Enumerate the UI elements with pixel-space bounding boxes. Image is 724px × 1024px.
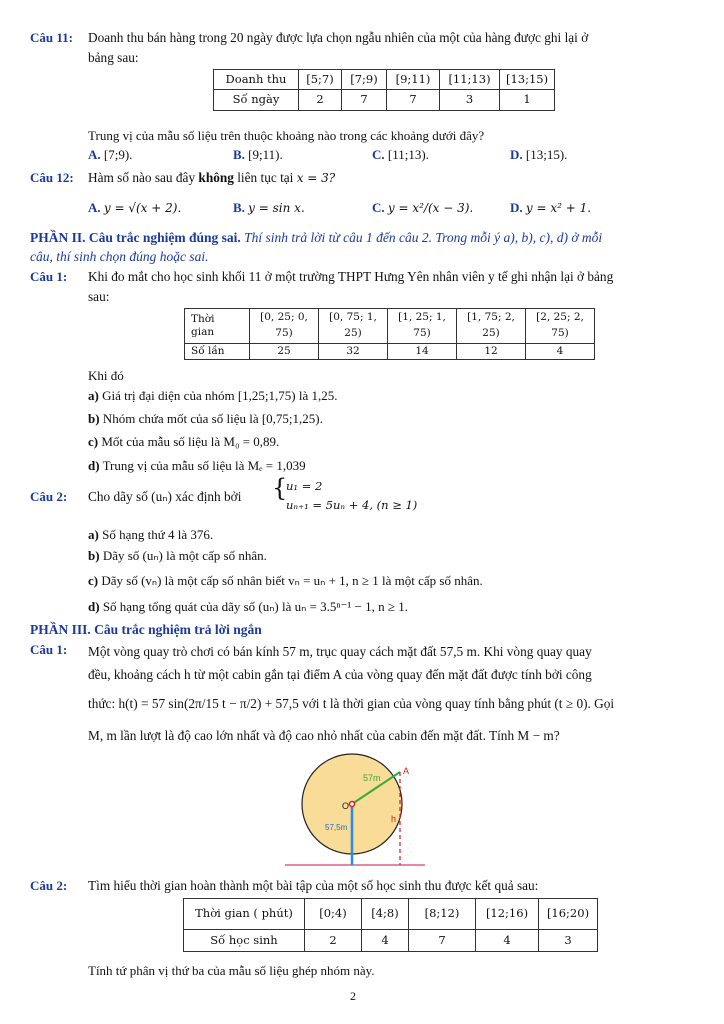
label-57-5m: 57,5m — [325, 823, 348, 832]
option-value: y = x² + 1. — [525, 201, 592, 215]
option-key: D. — [510, 200, 523, 215]
table-cell: [12;16) — [476, 899, 539, 930]
item-text: Giá trị đại diện của nhóm [1,25;1,75) là 1,25. — [102, 388, 338, 403]
option-key: B. — [233, 200, 245, 215]
p2q2-item-c[interactable] — [88, 571, 483, 591]
item-text: Dãy số (vₙ) là một cấp số nhân biết vₙ = uₙ + 1, n ≥ 1 là một cấp số nhân. — [101, 573, 483, 588]
p2q1-table — [184, 308, 595, 360]
table-cell: 14 — [388, 343, 457, 360]
p3q2-question: Tính tứ phân vị thứ ba của mẫu số liệu ghép nhóm này. — [88, 963, 375, 978]
table-cell: [8;12) — [409, 899, 476, 930]
question-text: Cho dãy số (uₙ) xác định bởi — [88, 489, 242, 504]
table-row — [184, 930, 598, 952]
p2q2-item-d[interactable] — [88, 597, 408, 617]
table-cell: [0, 25; 0, 75) — [250, 309, 319, 344]
option-value: [7;9). — [103, 147, 133, 162]
table-cell: 4 — [476, 930, 539, 952]
text-part: liên tục tại — [237, 170, 294, 185]
option-value: [9;11). — [248, 147, 283, 162]
p3q2-table — [183, 898, 598, 952]
part-2-desc-cont — [30, 247, 209, 267]
part-title: PHẦN II. Câu trắc nghiệm đúng sai. — [30, 230, 241, 245]
q12-option-b[interactable] — [233, 198, 305, 218]
q11-option-d[interactable] — [510, 145, 567, 165]
table-row — [185, 343, 595, 360]
table-cell: 2 — [305, 930, 362, 952]
q11-option-c[interactable] — [372, 145, 429, 165]
q11-option-b[interactable] — [233, 145, 283, 165]
table-row — [214, 90, 555, 110]
table-cell: [7;9) — [342, 70, 387, 90]
item-text: Số hạng thứ 4 là 376. — [102, 527, 214, 542]
table-cell: Số lần — [185, 343, 250, 360]
item-key: b) — [88, 548, 100, 563]
table-cell: Số ngày — [214, 90, 299, 110]
center-point — [350, 802, 355, 807]
option-value: y = x²/(x − 3). — [387, 201, 474, 215]
table-cell: [1, 75; 2, 25) — [457, 309, 526, 344]
page-number: 2 — [350, 989, 356, 1003]
item-key: a) — [88, 388, 99, 403]
option-key: A. — [88, 200, 101, 215]
part-desc: câu, thí sinh chọn đúng hoặc sai. — [30, 249, 209, 264]
question-text — [88, 168, 695, 188]
question-11 — [30, 28, 695, 68]
table-row — [214, 70, 555, 90]
system-brace: { — [272, 474, 288, 502]
option-value: y = sin x. — [248, 201, 305, 215]
table-cell: [2, 25; 2, 75) — [526, 309, 595, 344]
item-key: c) — [88, 434, 99, 449]
option-value: [11;13). — [387, 147, 429, 162]
option-value: [13;15). — [525, 147, 568, 162]
table-cell: 32 — [319, 343, 388, 360]
table-cell: [4;8) — [362, 899, 409, 930]
part-3-heading — [30, 620, 262, 640]
p3-question-1 — [30, 640, 695, 750]
p2q2-item-a[interactable] — [88, 525, 213, 545]
option-key: D. — [510, 147, 523, 162]
item-key: d) — [88, 599, 100, 614]
table-cell: [1, 25; 1, 75) — [388, 309, 457, 344]
item-text: Trung vị của mẫu số liệu là Mₑ = 1,039 — [102, 458, 306, 473]
table-cell: 7 — [387, 90, 440, 110]
part-desc: Thí sinh trả lời từ câu 1 đến câu 2. Trong mỗi ý a), b), c), d) ở mỗi — [244, 230, 603, 245]
question-12 — [30, 168, 695, 188]
system-eq-1: u₁ = 2 — [286, 479, 323, 493]
table-row — [185, 309, 595, 344]
question-label: Câu 2: — [30, 878, 68, 893]
label-a: A — [403, 766, 410, 776]
item-key: d) — [88, 458, 100, 473]
item-text: Mốt của mẫu số liệu là M₀ = 0,89. — [101, 434, 280, 449]
question-text-cont: sau: — [88, 288, 110, 304]
table-cell: [9;11) — [387, 70, 440, 90]
q11-question: Trung vị của mẫu số liệu trên thuộc khoảng nào trong các khoảng dưới đây? — [88, 128, 485, 143]
p2q1-item-d[interactable] — [88, 456, 306, 476]
header-line: gian — [191, 325, 215, 338]
table-cell: 12 — [457, 343, 526, 360]
table-cell: [5;7) — [299, 70, 342, 90]
text-part: Hàm số nào sau đây — [88, 170, 196, 185]
label-57m: 57m — [363, 773, 381, 783]
p3-question-2 — [30, 876, 695, 896]
question-label: Câu 1: — [30, 269, 68, 284]
table-cell: Thời gian ( phút) — [184, 899, 305, 930]
system-eq-2: uₙ₊₁ = 5uₙ + 4, (n ≥ 1) — [286, 498, 418, 512]
question-text-end: M, m lần lượt là độ cao lớn nhất và độ cao nhỏ nhất của cabin đến mặt đất. Tính M − m? — [88, 728, 560, 743]
table-cell: 3 — [539, 930, 598, 952]
table-cell: [16;20) — [539, 899, 598, 930]
p2q1-item-a[interactable] — [88, 386, 337, 406]
item-text: Dãy số (uₙ) là một cấp số nhân. — [102, 548, 267, 563]
label-o: O — [342, 801, 350, 811]
table-cell: 7 — [409, 930, 476, 952]
question-label: Câu 2: — [30, 489, 68, 504]
table-cell: [11;13) — [440, 70, 500, 90]
table-cell: Doanh thu — [214, 70, 299, 90]
p2q1-item-b[interactable] — [88, 409, 323, 429]
q12-option-d[interactable] — [510, 198, 591, 218]
q11-option-a[interactable] — [88, 145, 132, 165]
question-formula-line: thức: h(t) = 57 sin(2π/15 t − π/2) + 57,5 với t là thời gian của vòng quay tính bằng phút (t ≥ 0). Gọi — [88, 696, 615, 711]
ferris-wheel-figure — [285, 752, 425, 872]
option-key: C. — [372, 147, 385, 162]
option-key: C. — [372, 200, 385, 215]
table-cell: [0;4) — [305, 899, 362, 930]
text-bold: không — [198, 170, 234, 185]
table-cell: 3 — [440, 90, 500, 110]
part-2-heading — [30, 228, 695, 248]
item-text: Số hạng tổng quát của dãy số (uₙ) là uₙ = 3.5ⁿ⁻¹ − 1, n ≥ 1. — [102, 599, 408, 614]
question-text: Một vòng quay trò chơi có bán kính 57 m, trục quay cách mặt đất 57,5 m. Khi vòng quay quay — [88, 644, 592, 659]
item-key: a) — [88, 527, 99, 542]
option-value: y = √(x + 2). — [103, 201, 182, 215]
header-line: Thời — [191, 312, 215, 325]
table-cell: [0, 75; 1, 25) — [319, 309, 388, 344]
question-label: Câu 1: — [30, 642, 68, 657]
p2q2-item-b[interactable] — [88, 546, 267, 566]
q12-option-c[interactable] — [372, 198, 473, 218]
question-text-cont: đều, khoảng cách h từ một cabin gắn tại điểm A của vòng quay đến mặt đất được tính bởi công — [88, 667, 592, 682]
table-cell: 1 — [500, 90, 555, 110]
question-label: Câu 11: — [30, 30, 73, 45]
table-cell: Số học sinh — [184, 930, 305, 952]
table-row — [184, 899, 598, 930]
table-cell: 7 — [342, 90, 387, 110]
table-cell: 2 — [299, 90, 342, 110]
question-text: Khi đo mắt cho học sinh khối 11 ở một trường THPT Hưng Yên nhân viên y tế ghi nhận lại ở bảng — [88, 269, 614, 284]
p2-question-1 — [30, 267, 695, 307]
table-cell: 4 — [362, 930, 409, 952]
p2q1-item-c[interactable] — [88, 432, 279, 452]
table-cell — [185, 309, 250, 344]
table-cell: [13;15) — [500, 70, 555, 90]
option-key: A. — [88, 147, 101, 162]
khi-do: Khi đó — [88, 368, 124, 383]
q12-option-a[interactable] — [88, 198, 181, 218]
text-math: x = 3? — [296, 171, 336, 185]
option-key: B. — [233, 147, 245, 162]
part-title: PHẦN III. Câu trắc nghiệm trả lời ngắn — [30, 622, 262, 637]
question-text: Tìm hiểu thời gian hoàn thành một bài tập của một số học sinh thu được kết quả sau: — [88, 878, 539, 893]
table-cell: 4 — [526, 343, 595, 360]
question-text-cont: bảng sau: — [88, 49, 139, 65]
item-text: Nhóm chứa mốt của số liệu là [0,75;1,25). — [102, 411, 323, 426]
question-label: Câu 12: — [30, 170, 74, 185]
table-cell: 25 — [250, 343, 319, 360]
item-key: b) — [88, 411, 100, 426]
label-h: h — [391, 814, 397, 824]
question-text: Doanh thu bán hàng trong 20 ngày được lựa chọn ngẫu nhiên của một của hàng được ghi lại ở — [88, 30, 589, 45]
q11-table — [213, 69, 555, 111]
item-key: c) — [88, 573, 99, 588]
